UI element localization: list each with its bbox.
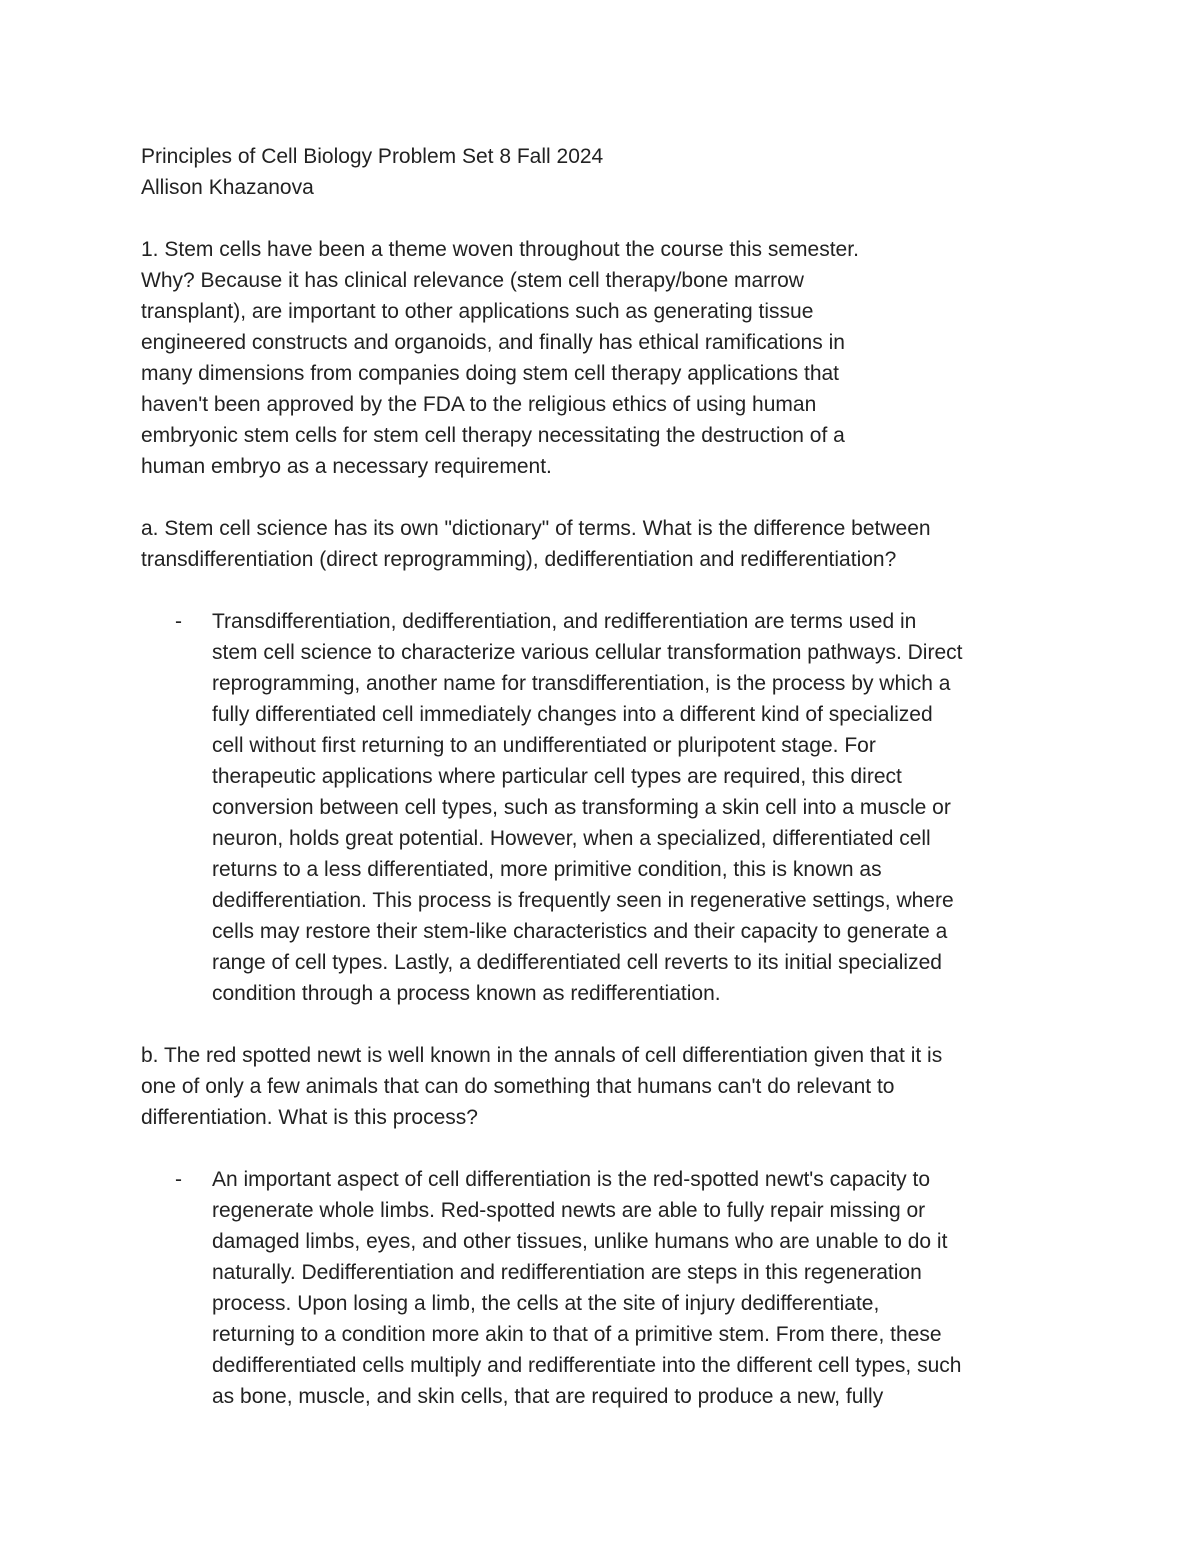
part-a-answer-line: dedifferentiation. This process is frequently seen in regenerative settings, where: [212, 889, 954, 912]
part-b-answer-line: regenerate whole limbs. Red-spotted newts are able to fully repair missing or: [212, 1199, 926, 1222]
part-a-answer-line: range of cell types. Lastly, a dedifferentiated cell reverts to its initial specialized: [212, 951, 942, 974]
part-a-answer-line: condition through a process known as redifferentiation.: [212, 982, 721, 1005]
question-1-line: engineered constructs and organoids, and finally has ethical ramifications in: [141, 331, 845, 354]
part-b-answer: [141, 1164, 1061, 1412]
spacer: [141, 1009, 1061, 1040]
part-b-answer-line: process. Upon losing a limb, the cells at the site of injury dedifferentiate,: [212, 1292, 880, 1315]
part-a-answer-line: cells may restore their stem-like characteristics and their capacity to generate a: [212, 920, 948, 943]
part-a-answer-line: returns to a less differentiated, more primitive condition, this is known as: [212, 858, 882, 881]
bullet-dash: -: [175, 610, 182, 633]
part-a-answer-line: Transdifferentiation, dedifferentiation, and redifferentiation are terms used in: [212, 610, 917, 633]
part-a-answer-line: fully differentiated cell immediately changes into a different kind of specialized: [212, 703, 933, 726]
spacer: [141, 575, 1061, 606]
question-1-line: haven't been approved by the FDA to the religious ethics of using human: [141, 393, 817, 416]
part-b-question: [141, 1040, 1061, 1133]
spacer: [141, 482, 1061, 513]
part-a-answer-line: reprogramming, another name for transdifferentiation, is the process by which a: [212, 672, 951, 695]
part-b-answer-line: An important aspect of cell differentiation is the red-spotted newt's capacity to: [212, 1168, 931, 1191]
part-a-question-line: a. Stem cell science has its own "dictionary" of terms. What is the difference between: [141, 517, 931, 540]
question-1-line: transplant), are important to other applications such as generating tissue: [141, 300, 814, 323]
part-b-answer-line: as bone, muscle, and skin cells, that are required to produce a new, fully: [212, 1385, 884, 1408]
part-a-answer-line: stem cell science to characterize various cellular transformation pathways. Direct: [212, 641, 963, 664]
part-b-answer-line: naturally. Dedifferentiation and redifferentiation are steps in this regeneration: [212, 1261, 922, 1284]
part-a-answer-line: conversion between cell types, such as transforming a skin cell into a muscle or: [212, 796, 951, 819]
question-1-line: embryonic stem cells for stem cell therapy necessitating the destruction of a: [141, 424, 845, 447]
document-page: [141, 141, 1061, 1412]
spacer: [141, 203, 1061, 234]
part-a-answer-line: neuron, holds great potential. However, when a specialized, differentiated cell: [212, 827, 931, 850]
document-header: [141, 141, 1061, 203]
part-a-answer-line: therapeutic applications where particular cell types are required, this direct: [212, 765, 902, 788]
part-a-question-line: transdifferentiation (direct reprogramming), dedifferentiation and redifferentiation?: [141, 548, 897, 571]
part-b-question-line: b. The red spotted newt is well known in the annals of cell differentiation given that it is: [141, 1044, 943, 1067]
question-1-line: human embryo as a necessary requirement.: [141, 455, 552, 478]
bullet-dash: -: [175, 1168, 182, 1191]
part-b-answer-line: returning to a condition more akin to that of a primitive stem. From there, these: [212, 1323, 942, 1346]
part-b-question-line: differentiation. What is this process?: [141, 1106, 478, 1129]
question-1: [141, 234, 1061, 482]
part-a-question: [141, 513, 1061, 575]
author-name: Allison Khazanova: [141, 176, 314, 199]
spacer: [141, 1133, 1061, 1164]
part-b-answer-line: damaged limbs, eyes, and other tissues, unlike humans who are unable to do it: [212, 1230, 948, 1253]
part-b-answer-line: dedifferentiated cells multiply and redifferentiate into the different cell types, such: [212, 1354, 962, 1377]
part-b-question-line: one of only a few animals that can do something that humans can't do relevant to: [141, 1075, 895, 1098]
document-title: Principles of Cell Biology Problem Set 8 Fall 2024: [141, 145, 604, 168]
part-a-answer: [141, 606, 1061, 1009]
question-1-line: Why? Because it has clinical relevance (stem cell therapy/bone marrow: [141, 269, 804, 292]
part-a-answer-line: cell without first returning to an undifferentiated or pluripotent stage. For: [212, 734, 876, 757]
question-1-line: many dimensions from companies doing stem cell therapy applications that: [141, 362, 840, 385]
question-1-line: 1. Stem cells have been a theme woven throughout the course this semester.: [141, 238, 859, 261]
